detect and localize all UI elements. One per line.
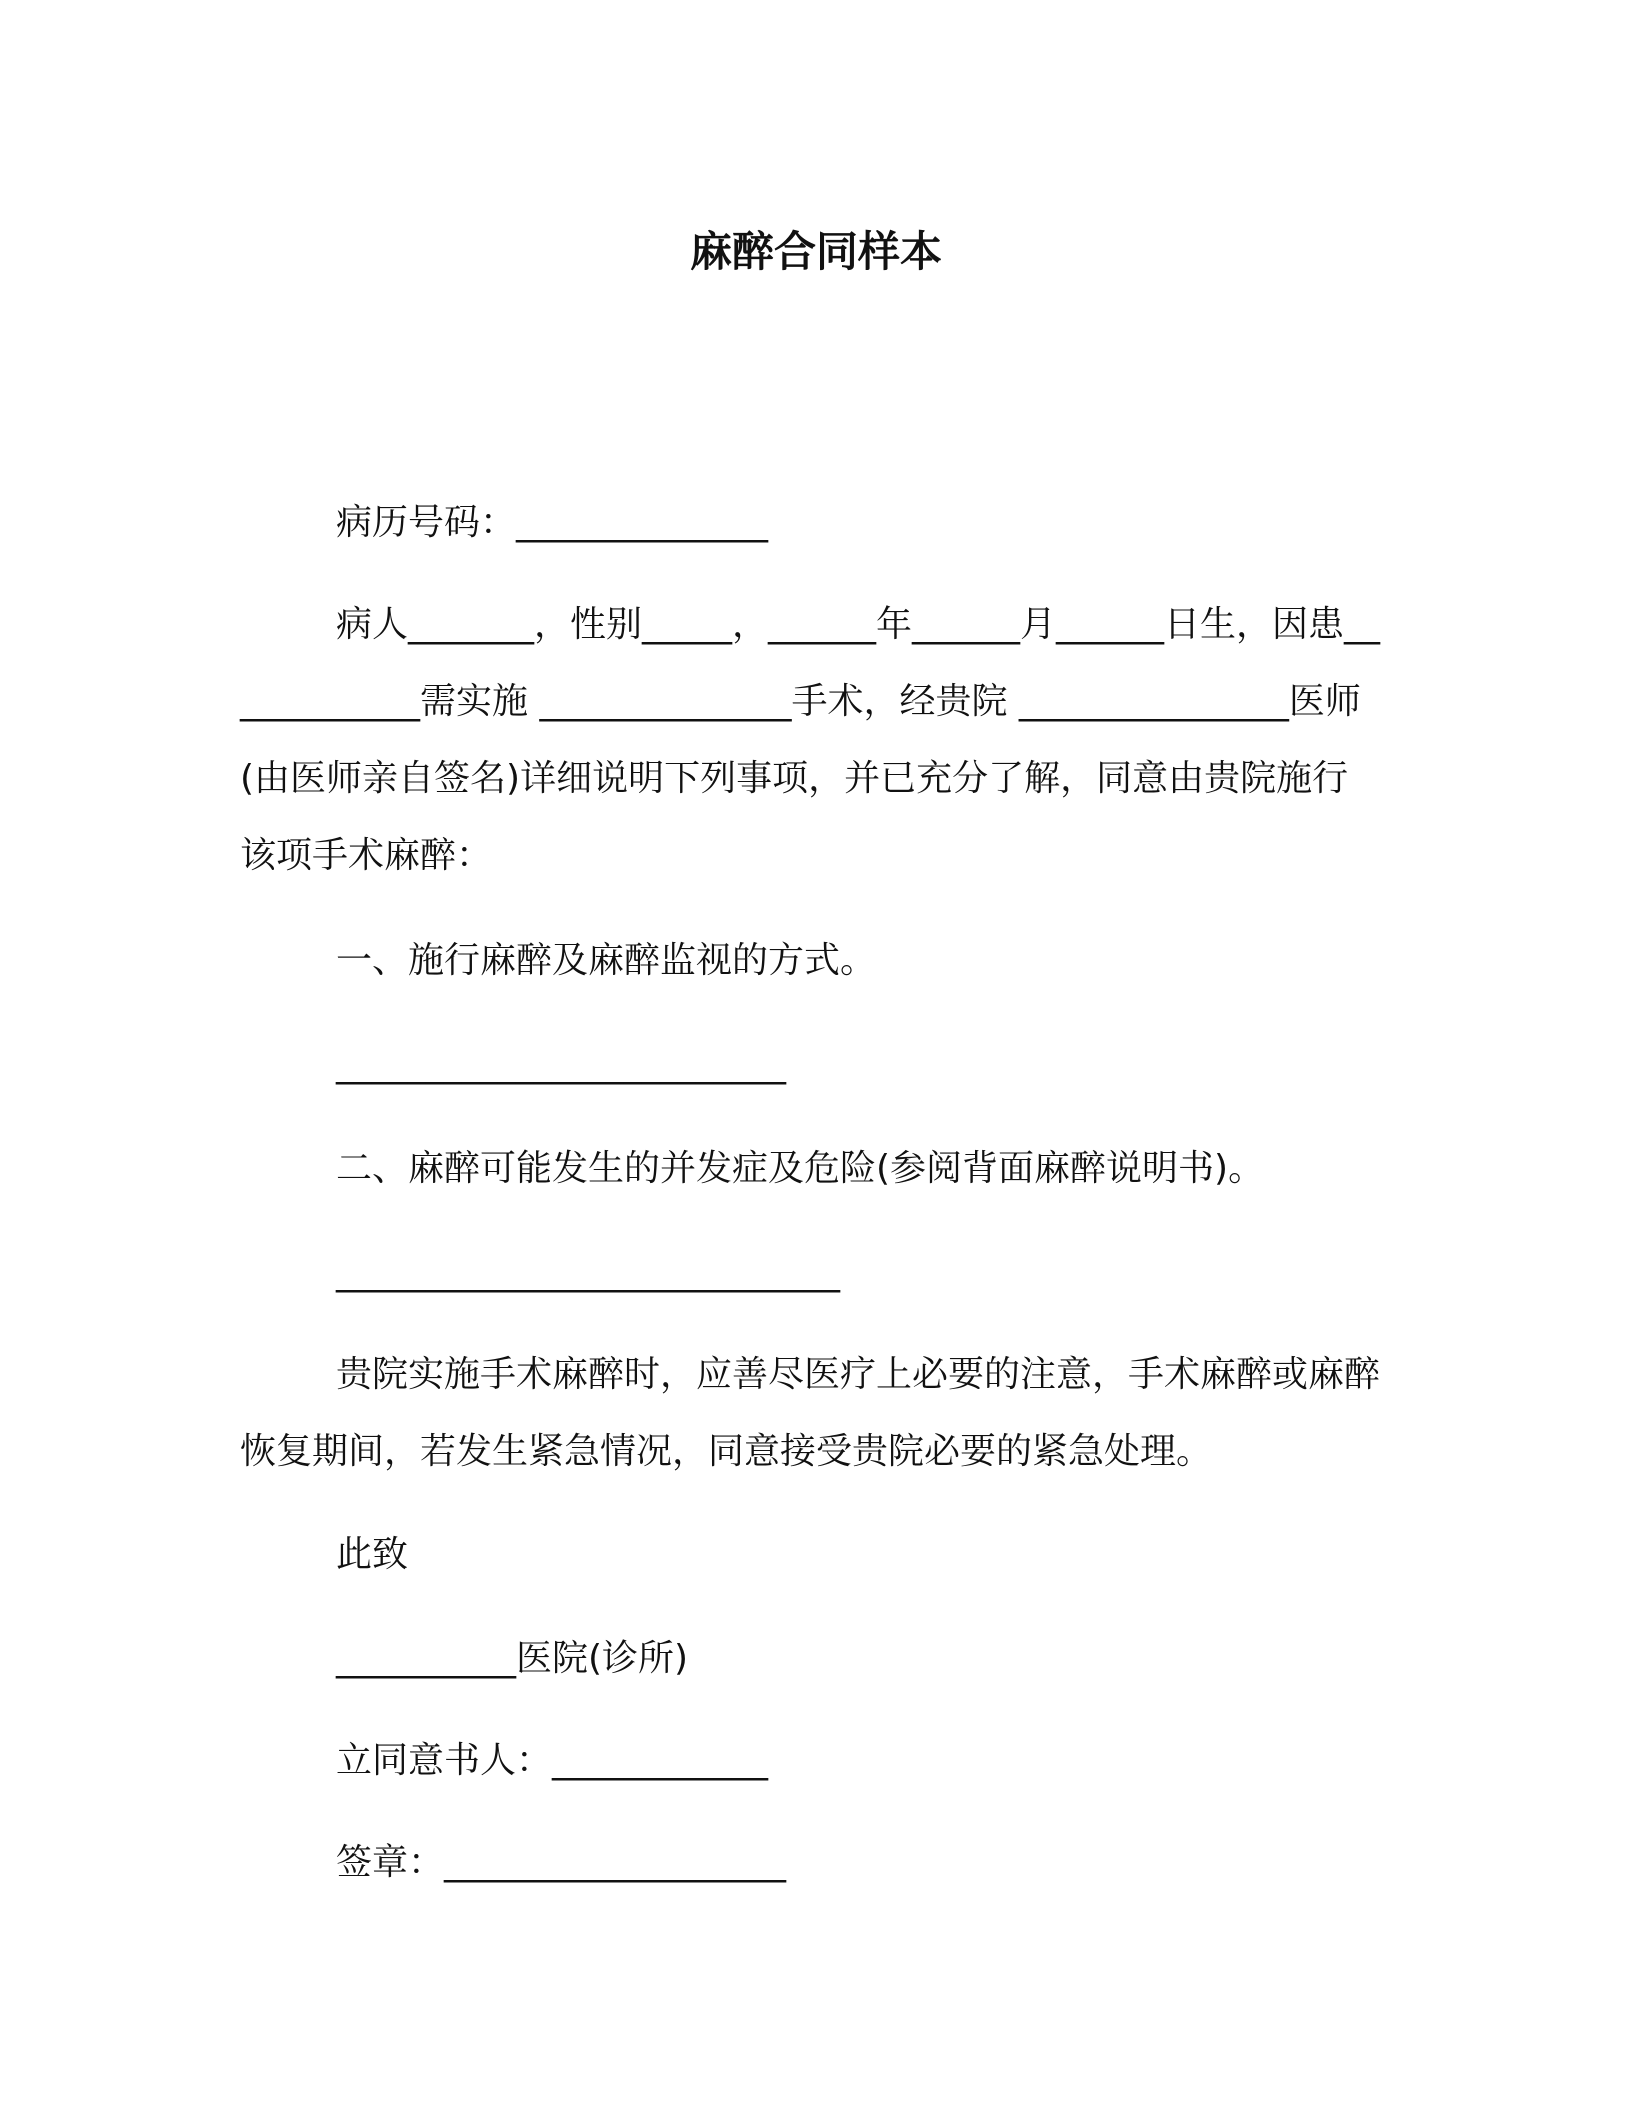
item-two-blank-line: ____________________________ [336,1252,840,1293]
emergency-consent-paragraph: 贵院实施手术麻醉时，应善尽医疗上必要的注意，手术麻醉或麻醉恢复期间，若发生紧急情况，同意接受贵院必要的紧急处理。 [240,1354,1381,1472]
document-title: 麻醉合同样本 [689,227,942,276]
salutation-line: 此致 [336,1534,409,1575]
item-two-heading: 二、麻醉可能发生的并发症及危险(参阅背面麻醉说明书)。 [336,1148,1265,1189]
record-number-line: 病历号码：______________ [336,502,769,543]
signature-line: 签章：___________________ [336,1842,787,1883]
patient-info-paragraph: 病人_______，性别_____，______年______月______日生，因患____________需实施 ______________手术，经贵院 _______________医师(由医师亲自签名)详细说明下列事项，并已充分了解，同意由贵院施行该项手术麻醉： [240,604,1381,876]
item-one-heading: 一、施行麻醉及麻醉监视的方式。 [336,940,877,981]
hospital-line: __________医院(诊所) [336,1638,689,1679]
item-one-blank-line: _________________________ [336,1044,786,1085]
consenter-line: 立同意书人：____________ [336,1740,769,1781]
